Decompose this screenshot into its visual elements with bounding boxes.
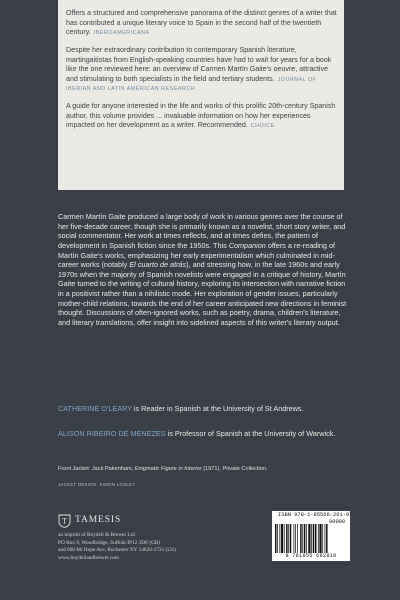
- author-affiliation: is Reader in Spanish at the University of St Andrews.: [131, 404, 304, 413]
- book-series-title: Companion: [228, 240, 266, 250]
- imprint-line: and 668 Mt Hope Ave, Rochester NY 14620-2731 (US): [58, 547, 176, 554]
- author-affiliation: is Professor of Spanish at the University of Warwick.: [165, 429, 336, 438]
- isbn-label: ISBN 978-1-85566-261-0: [278, 512, 350, 518]
- author-name: ALISON RIBEIRO DE MENEZES: [58, 429, 166, 438]
- review-source: IBEROAMERICANA: [93, 30, 150, 37]
- review-text: A guide for anyone interested in the life and works of this prolific 20th-century Spanish author, this volume provides ... invaluable information on how her experiences impacted on her development as a writer. Recommended.: [66, 102, 336, 130]
- jacket-image-credit: Front Jacket: Jack Pakenham, Enigmatic Figure in Interior (1971), Private Collection.: [58, 466, 268, 472]
- review-quote-3: [66, 102, 338, 131]
- publisher-name: TAMESIS: [75, 515, 122, 525]
- review-quote-2: [66, 46, 338, 94]
- artwork-title: Enigmatic Figure in Interior: [134, 466, 202, 472]
- author-name: CATHERINE O'LEARY: [58, 404, 132, 413]
- review-quote-1: [66, 9, 338, 38]
- barcode-bars-icon: [275, 524, 347, 553]
- barcode-number: 9 781855 662810: [285, 553, 337, 559]
- logo-letter: T: [62, 516, 67, 526]
- tamesis-shield-icon: [58, 514, 71, 528]
- author-bio-1: [58, 404, 350, 414]
- author-bio-2: [58, 429, 350, 439]
- review-panel: [58, 0, 344, 190]
- imprint-line: an imprint of Boydell & Brewer Ltd: [58, 532, 135, 538]
- imprint-line: PO Box 9, Woodbridge, Suffolk IP12 3DF (GB): [58, 539, 161, 546]
- novel-title: El cuarto de atrás: [129, 260, 187, 270]
- book-description: Carmen Martín Gaite produced a large body of work in various genres over the course of her five-decade career, though she is primarily known as a novelist, short story writer, and social commentator. Her work at times reflects, and at times defies, the pattern of development in Spanish fiction since the 1950s. This Companion offers a re-reading of Martín Gaite's works, emphasizing her early experimentalism which culminated in mid-career works (notably El cuarto de atrás), and stressing how, in the late 1960s and early 1970s when the majority of Spanish novelists were engaged in a critique of history, Martín Gaite turned to the writing of cultural history, exploring its intersection with narrative fiction in a positivist rather than a nihilistic mode. Her exploration of gender issues, particularly mother-child relations, towards the end of her career anticipated new directions in feminist thought. Discussions of often-ignored works, such as poetry, drama, children's literature, and literary translations, offer insight into sidelined aspects of this writer's literary output.: [58, 212, 347, 328]
- jacket-design-credit: JACKET DESIGN: SIMON LOXLEY: [58, 482, 136, 487]
- review-source: CHOICE: [250, 123, 275, 130]
- publisher-website: www.boydellandbrewer.com: [58, 555, 119, 562]
- price-code: 90000: [329, 519, 346, 525]
- isbn-barcode: [272, 511, 350, 561]
- review-text: Offers a structured and comprehensive panorama of the distinct genres of a writer that has contributed a unique literary voice to Spain in the second half of the twentieth century.: [66, 9, 337, 37]
- review-source: JOURNAL OF IBERIAN AND LATIN AMERICAN RESEARCH: [66, 76, 317, 93]
- review-text: Despite her extraordinary contribution to contemporary Spanish literature, martingaitistas from English-speaking countries have had to wait for years for a book like the one reviewed here: an overview of Carmen Martín Gaite's oeuvre, attractive and stimulating to both specialists in the field and tertiary students.: [66, 45, 332, 83]
- publisher-imprint: [58, 532, 238, 563]
